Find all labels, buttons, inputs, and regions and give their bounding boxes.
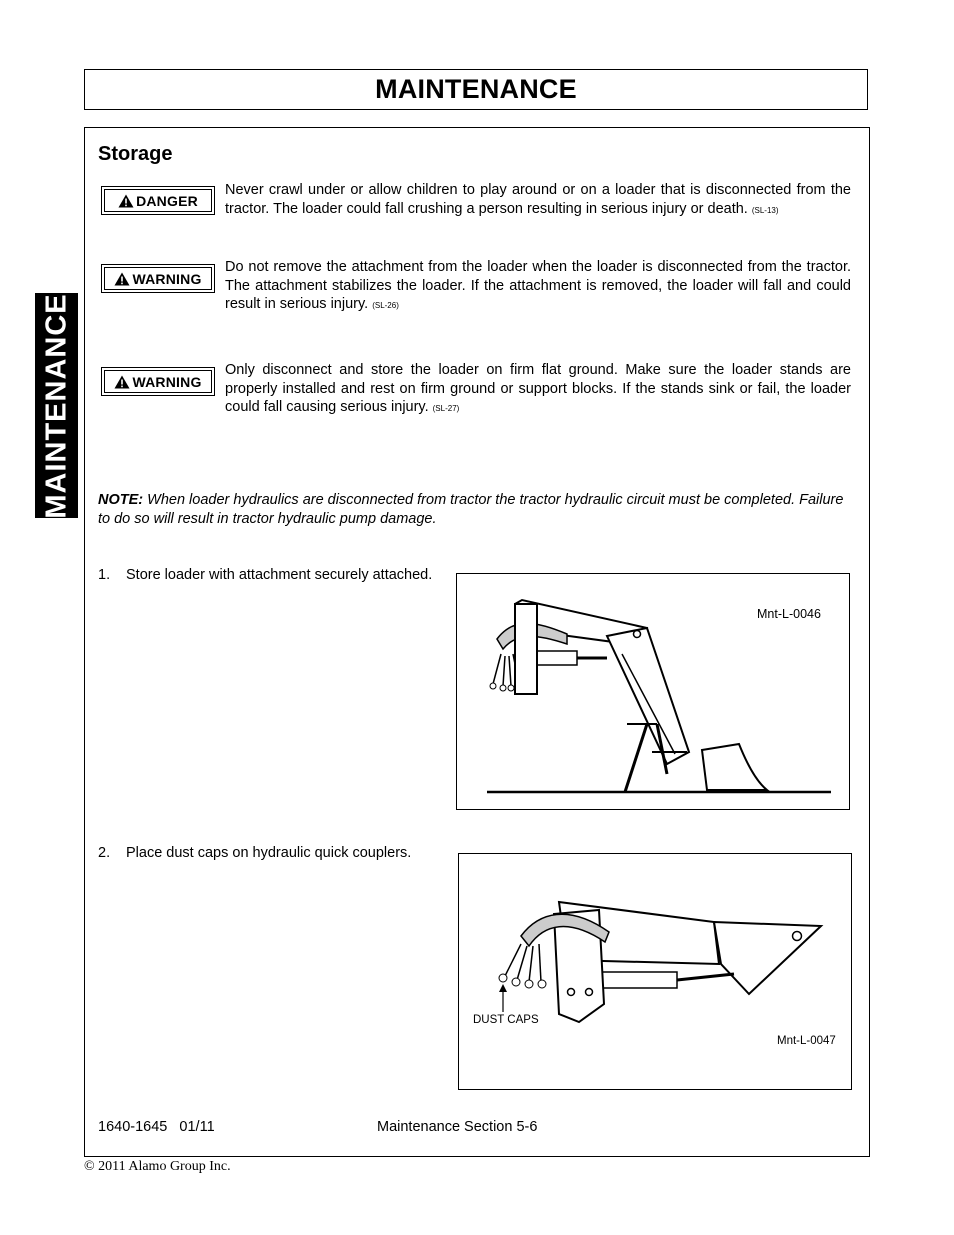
- warning-badge: [101, 367, 215, 396]
- safety-message-text: Do not remove the attachment from the loader when the loader is disconnected from the tractor. The attachment stabilizes the loader. If the attachment is removed, the loader will fall and could result in serious injury.: [225, 259, 851, 312]
- note-text: When loader hydraulics are disconnected from tractor the tractor hydraulic circuit must be completed. Failure to do so will result in tractor hydraulic pump damage.: [98, 492, 844, 527]
- side-tab-label: MAINTENANCE: [40, 292, 72, 519]
- page-header: [84, 69, 868, 110]
- side-tab: [35, 293, 78, 518]
- figure-dust-caps: [458, 853, 852, 1090]
- warning-triangle-icon: [114, 375, 130, 389]
- safety-code: (SL-13): [751, 205, 779, 215]
- footer-model: 1640-1645 01/11: [98, 1119, 215, 1135]
- section-heading: Storage: [98, 143, 173, 165]
- safety-message-text: Only disconnect and store the loader on firm flat ground. Make sure the loader stands are properly installed and rest on firm ground or support blocks. If the stands sink or fail, the loader could fall causing serious injury.: [225, 362, 851, 415]
- figure-loader-attached: [456, 573, 850, 810]
- step-number: 1.: [98, 567, 111, 583]
- safety-message: [225, 181, 851, 220]
- danger-badge: [101, 186, 215, 215]
- safety-code: (SL-26): [372, 301, 399, 310]
- step-text: Store loader with attachment securely attached.: [126, 567, 433, 583]
- loader-dust-caps-illustration: [459, 854, 851, 1089]
- figure-id: Mnt-L-0046: [757, 607, 821, 621]
- step-text: Place dust caps on hydraulic quick couplers.: [126, 845, 412, 861]
- safety-code: (SL-27): [432, 404, 460, 413]
- badge-label: WARNING: [132, 270, 202, 287]
- warning-triangle-icon: [118, 194, 134, 208]
- safety-message: [225, 361, 851, 419]
- warning-badge: [101, 264, 215, 293]
- footer-section: Maintenance Section 5-6: [377, 1119, 538, 1135]
- page-title: MAINTENANCE: [375, 74, 577, 104]
- note: [98, 491, 858, 529]
- step-item: [98, 844, 444, 864]
- step-number: 2.: [98, 845, 111, 861]
- figure-id: Mnt-L-0047: [777, 1035, 836, 1047]
- copyright: © 2011 Alamo Group Inc.: [84, 1159, 231, 1174]
- step-item: [98, 566, 444, 606]
- note-label: NOTE:: [98, 492, 144, 508]
- badge-label: DANGER: [136, 192, 198, 209]
- badge-label: WARNING: [132, 373, 202, 390]
- dust-caps-callout: DUST CAPS: [473, 1014, 539, 1026]
- warning-triangle-icon: [114, 272, 130, 286]
- safety-message-text: Never crawl under or allow children to play around or on a loader that is disconnected from the tractor. The loader could fall crushing a person resulting in serious injury or death.: [225, 182, 851, 217]
- safety-message: [225, 258, 851, 316]
